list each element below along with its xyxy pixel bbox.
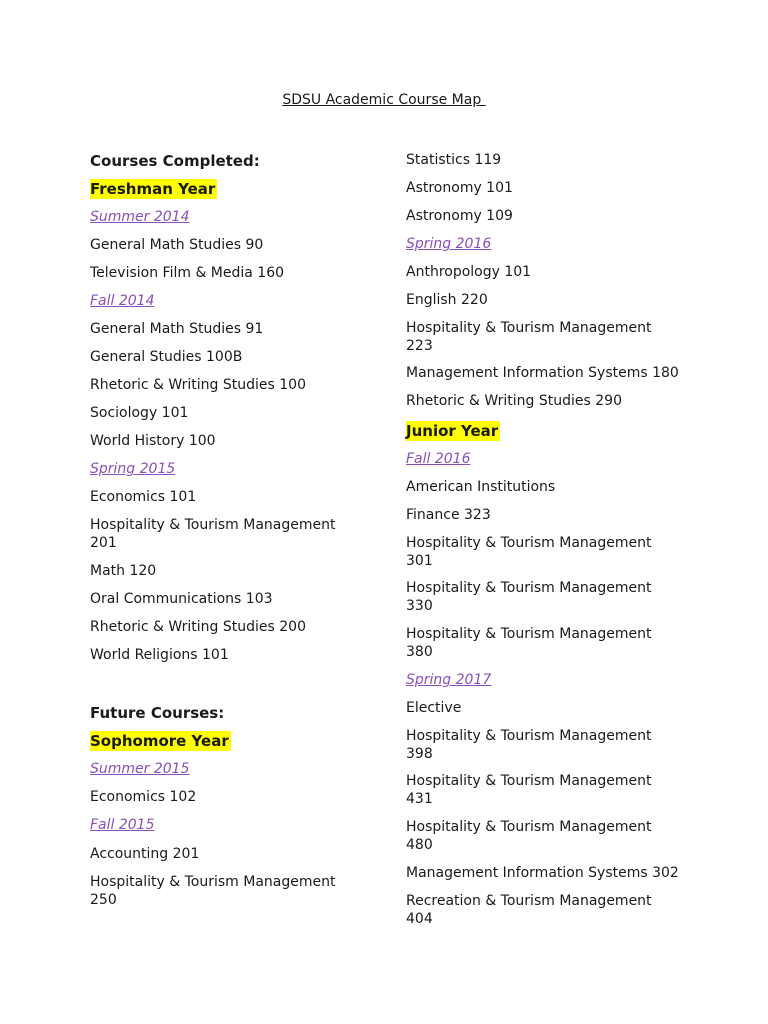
course-item: World Religions 101 (90, 647, 229, 663)
completed-heading: Courses Completed: (90, 152, 260, 170)
course-item: Elective (406, 700, 462, 716)
course-item: Oral Communications 103 (90, 591, 273, 607)
term-summer-2015[interactable]: Summer 2015 (90, 761, 190, 777)
term-summer-2014[interactable]: Summer 2014 (90, 209, 190, 225)
freshman-year-heading: Freshman Year (90, 180, 216, 198)
sophomore-year-heading: Sophomore Year (90, 732, 229, 750)
course-item: Astronomy 109 (406, 208, 513, 224)
term-spring-2016[interactable]: Spring 2016 (406, 236, 492, 252)
course-item: Hospitality & Tourism Management 330 (406, 580, 652, 614)
course-item: General Math Studies 91 (90, 321, 264, 337)
course-item: Sociology 101 (90, 405, 189, 421)
course-item: Anthropology 101 (406, 264, 532, 280)
junior-year-heading: Junior Year (406, 422, 499, 440)
course-item: Economics 101 (90, 489, 197, 505)
course-item: Finance 323 (406, 507, 491, 523)
page-title: SDSU Academic Course Map (282, 92, 486, 108)
course-item: Economics 102 (90, 789, 197, 805)
term-fall-2014[interactable]: Fall 2014 (90, 293, 155, 309)
course-item: Hospitality & Tourism Management 480 (406, 819, 652, 853)
course-item: Math 120 (90, 563, 157, 579)
course-item: Hospitality & Tourism Management 398 (406, 728, 652, 762)
term-fall-2015[interactable]: Fall 2015 (90, 817, 155, 833)
future-heading: Future Courses: (90, 704, 225, 722)
course-item: Rhetoric & Writing Studies 290 (406, 393, 622, 409)
course-item: Management Information Systems 302 (406, 865, 679, 881)
course-item: Rhetoric & Writing Studies 100 (90, 377, 306, 393)
course-item: Astronomy 101 (406, 180, 513, 196)
term-spring-2015[interactable]: Spring 2015 (90, 461, 176, 477)
course-item: World History 100 (90, 433, 216, 449)
course-item: Management Information Systems 180 (406, 365, 679, 381)
course-item: Recreation & Tourism Management 404 (406, 893, 652, 927)
course-item: General Studies 100B (90, 349, 243, 365)
course-item: American Institutions (406, 479, 556, 495)
course-item: Accounting 201 (90, 846, 200, 862)
course-item: Statistics 119 (406, 152, 502, 168)
course-item: Hospitality & Tourism Management 380 (406, 626, 652, 660)
course-item: Hospitality & Tourism Management 223 (406, 320, 652, 354)
course-item: Hospitality & Tourism Management 431 (406, 773, 652, 807)
term-spring-2017[interactable]: Spring 2017 (406, 672, 492, 688)
term-fall-2016[interactable]: Fall 2016 (406, 451, 471, 467)
course-item: General Math Studies 90 (90, 237, 264, 253)
course-item: Television Film & Media 160 (90, 265, 285, 281)
course-item: Rhetoric & Writing Studies 200 (90, 619, 306, 635)
course-item: English 220 (406, 292, 488, 308)
course-item: Hospitality & Tourism Management 201 (90, 517, 336, 551)
course-item: Hospitality & Tourism Management 301 (406, 535, 652, 569)
course-item: Hospitality & Tourism Management 250 (90, 874, 336, 908)
